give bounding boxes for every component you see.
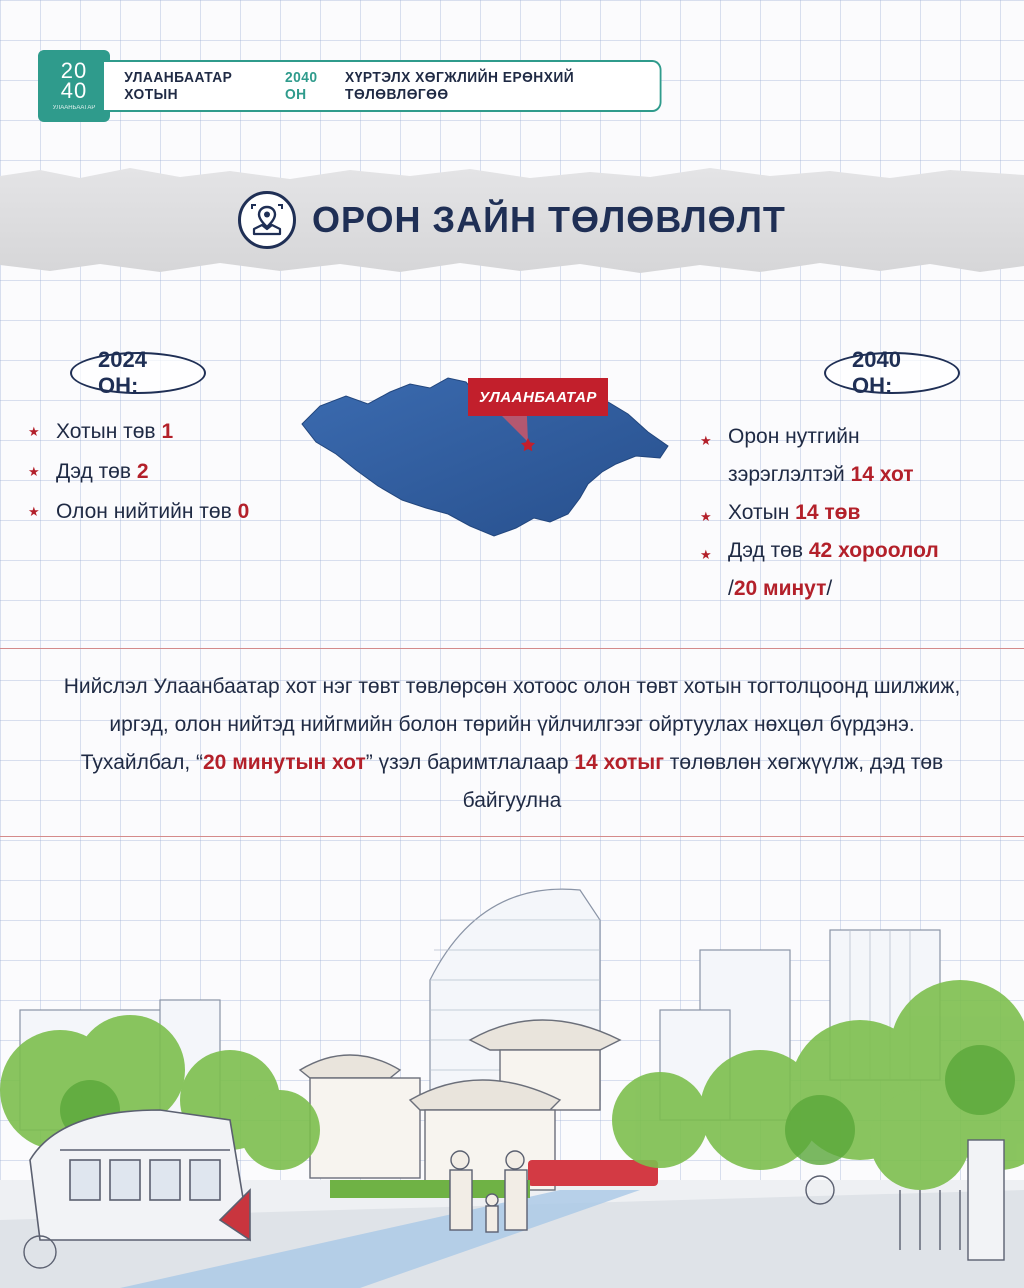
header-suffix: ХҮРТЭЛХ ХӨГЖЛИЙН ЕРӨНХИЙ ТӨЛӨВЛӨГӨӨ [345,69,575,103]
list-item: ★ Олон нийтийн төв 0 [28,500,249,524]
page-title: ОРОН ЗАЙН ТӨЛӨВЛӨЛТ [312,199,786,240]
list-item: ★ Хотын төв 1 [28,420,249,444]
header-title-bar [104,60,662,112]
year-2040-label: 2040 ОН: [824,352,960,394]
list-2040 [700,418,1000,608]
map-pin-plan-icon [238,191,296,249]
logo-line2: 40 [60,78,88,103]
list-item: ★ Орон нутгийн зэрэглэлтэй 14 хот [700,418,1000,494]
divider-bottom [0,836,1024,837]
ulaanbaatar-label: УЛААНБААТАР [468,378,608,416]
divider-top [0,648,1024,649]
list-item: ★ Дэд төв 2 [28,460,249,484]
section-title [238,190,786,250]
logo-caption: УЛААНБААТАР [52,105,96,111]
list-item: ★ Хотын 14 төв [700,494,1000,532]
city-illustration [0,860,1024,1288]
logo-line1: 20 [60,58,88,83]
logo [38,50,110,122]
description-paragraph: Нийслэл Улаанбаатар хот нэг төвт төвлөрсөн хотоос олон төвт хотын тогтолцоонд шилжиж, иргэд, олон нийтэд нийгмийн болон төрийн үйлчилгээг ойртуулах нөхцөл бүрдэнэ. Тухайлбал, “20 минутын хот” үзэл баримтлалаар 14 хотыг төлөвлөн хөгжүүлж, дэд төв байгуулна [63,675,961,812]
list-2024 [28,420,249,540]
header-prefix: УЛААНБААТАР ХОТЫН [124,69,233,103]
list-item: ★ Дэд төв 42 хороолол /20 минут/ [700,532,1000,608]
header-highlight: 2040 ОН [284,69,318,103]
year-2024-label: 2024 ОН: [70,352,206,394]
